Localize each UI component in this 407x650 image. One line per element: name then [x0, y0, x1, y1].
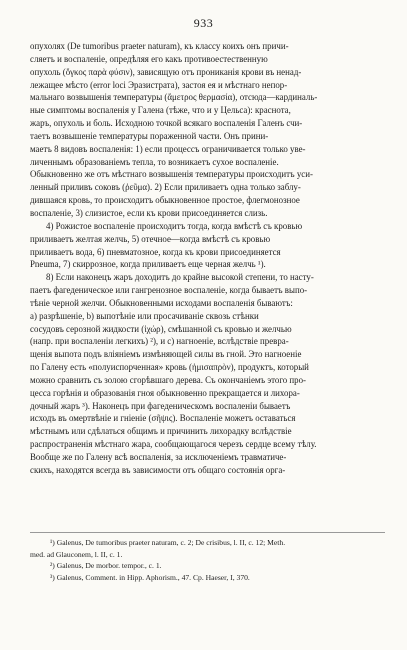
text-line: дочный жаръ ³). Наконецъ при фагеденическомъ воспаленіи бываетъ [30, 400, 291, 411]
footnote: ²) Galenus, De morbor. tempor., c. 1. [50, 561, 162, 570]
text-line: маетъ 8 видовъ воспаленія: 1) если процессъ ограничивается только уве- [30, 143, 306, 154]
text-line: а) разрѣшеніе, b) выпотѣніе или просачиваніе сквозь стѣнки [30, 310, 259, 321]
text-line: ные симптомы воспаленія у Галена (тѣже, что и у Цельса): краснота, [30, 105, 291, 116]
text-line: сосудовъ серозной жидкости (ἰχώρ), смѣшанной съ кровью и желчью [30, 323, 292, 334]
text-line: жаръ, опухоль и боль. Исходною точкой всякаго воспаленія Галенъ счи- [30, 118, 303, 129]
text-line: щенія выпота подъ вліяніемъ измѣняющей силы въ гной. Это нагноеніе [30, 349, 302, 360]
footnote: ³) Galenus, Comment. in Hipp. Aphorism., 47. Ср. Haeser, I, 370. [50, 572, 250, 582]
text-line: опухолях (De tumoribus praeter naturam), къ классу коихъ онъ причи- [30, 41, 289, 51]
text-line: мальнаго возвышенія температуры (ἄμετρος θερμασία), отсюда—кардиналь- [30, 92, 318, 103]
text-line: приливаетъ вода, 6) пневматозное, когда къ крови присоединяется [30, 246, 281, 257]
text-line: распространенія мѣстнаго жара, сообщающагося черезъ сердце всему тѣлу. [30, 439, 317, 450]
text-line: цесса горѣнія и образованія гноя обыкновенно прекращается и лихора- [30, 387, 300, 398]
text-line: мѣстнымъ или сдѣлаться общимъ и причинить лихорадку вслѣдствіе [30, 426, 292, 437]
text-line: Вообще же по Галену всѣ воспаленія, за исключеніемъ травматиче- [30, 452, 287, 462]
text-line: таетъ возвышеніе температуры пораженной части. Онъ прини- [30, 130, 269, 141]
text-line: паетъ фагеденическое или гангренозное воспаленіе, когда бываетъ выпо- [30, 285, 308, 296]
text-line: исходъ въ омертвѣніе и гніеніе (σῆψις). Воспаленіе можетъ оставаться [30, 413, 296, 424]
text-line: 8) Если наконецъ жаръ доходитъ до крайне высокой степени, то насту- [46, 272, 314, 283]
text-line: лежащее мѣсто (error loci Эразистрата), застоя ея и мѣстнаго непор- [30, 79, 288, 90]
body-text [30, 40, 385, 477]
text-line: Обыкновенно же отъ мѣстнаго возвышенія температуры происходитъ уси- [30, 169, 313, 180]
text-line: Pneuma, 7) скиррозное, когда приливаетъ еще черная желчь ¹). [30, 259, 266, 270]
text-line: ленный приливъ соковъ (ῥεῦμα). 2) Если приливаетъ одна только заблу- [30, 182, 301, 193]
text-line: сляетъ и воспаленіе, опредѣляя его какъ противоестественную [30, 53, 268, 64]
text-line: опухоль (ὄγκος παρὰ φύσιν), зависящую отъ прониканія крови въ ненад- [30, 66, 302, 77]
text-line: по Галену есть «полуиспорченная» кровь (ἡμισαπρὸν), продуктъ, который [30, 362, 309, 373]
footnote: med. ad Glauconem, l. II, c. 1. [30, 549, 123, 559]
text-line: можно сравнить съ золою сгорѣвшаго дерева. Съ окончаніемъ этого про- [30, 374, 306, 385]
text-line: (напр. при воспаленіи легкихъ) ²), и c) нагноеніе, вслѣдствіе превра- [30, 336, 289, 347]
text-line: 4) Рожистое воспаленіе происходитъ тогда, когда вмѣстѣ съ кровью [46, 220, 303, 231]
text-line: воспаленіе, 3) слизистое, если къ крови присоединяется слизь. [30, 207, 268, 218]
footnote: ¹) Galenus, De tumoribus praeter naturam, c. 2; De crisibus, l. II, c. 12; Meth. [50, 538, 286, 547]
text-line: скихъ, находятся всегда въ зависимости отъ общаго состоянія орга- [30, 464, 286, 475]
page-number: 933 [193, 16, 214, 30]
text-line: личеннымъ образованіемъ тепла, то возникаетъ сухое воспаленіе. [30, 156, 279, 167]
text-line: дившаяся кровь, то происходитъ обыкновенное простое, флегмонозное [30, 195, 300, 206]
text-line: приливаетъ желтая желчь, 5) отечное—когда вмѣстѣ съ кровью [30, 233, 271, 244]
footnote-divider [30, 532, 385, 533]
text-line: тѣніе черной желчи. Обыкновенными исходами воспаленія бываютъ: [30, 297, 293, 308]
footnotes [30, 537, 385, 583]
